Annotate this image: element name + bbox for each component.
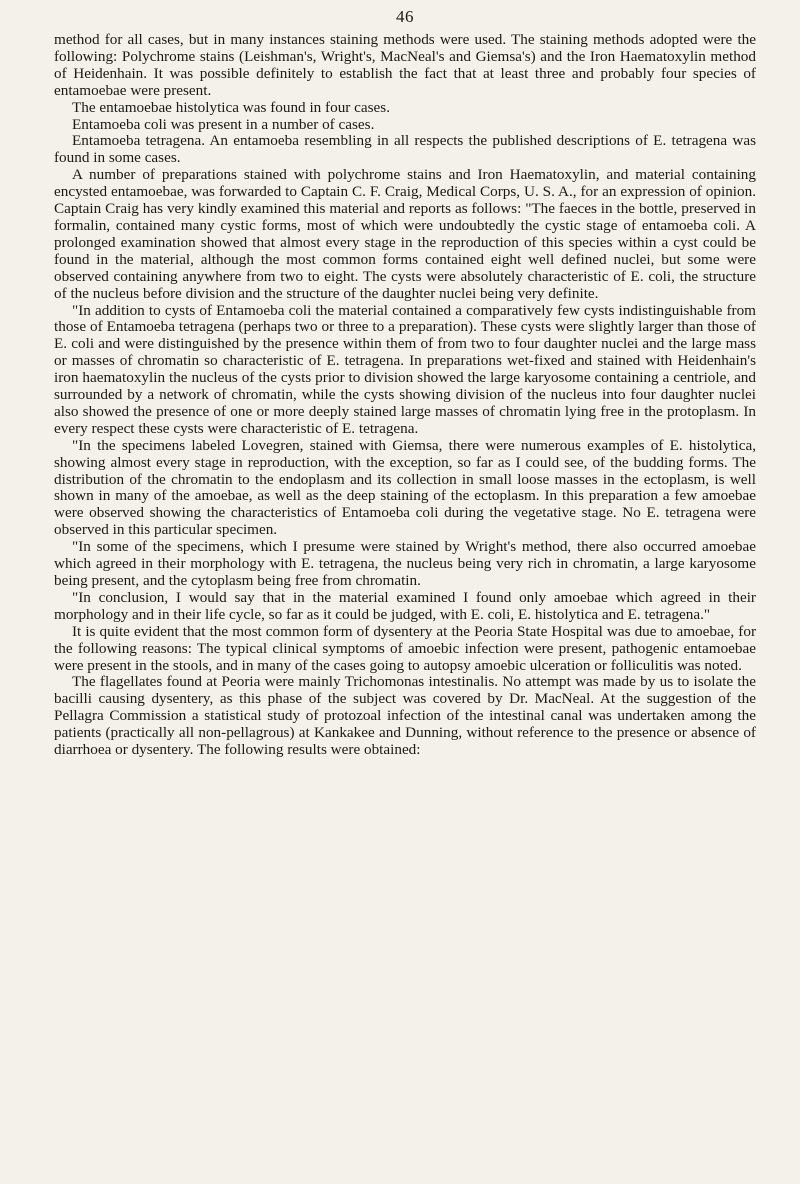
paragraph-flagellates: The flagellates found at Peoria were mainly Trichomonas intestinalis. No attempt was made by us to isolate the bacilli causing dysentery, as this phase of the subject was covered by Dr. MacNeal. At the suggestion of the Pellagra Commission a statistical study of protozoal infection of the intestinal canal was undertaken among the patients (practically all non-pellagrous) at Kankakee and Dunning, without reference to the presence or absence of diarrhoea or dysentery. The following results were obtained: — [54, 673, 756, 759]
paragraph-craig-report: A number of preparations stained with polychrome stains and Iron Haematoxylin, and material containing encysted entamoebae, was forwarded to Captain C. F. Craig, Medical Corps, U. S. A., for an expression of opinion. Captain Craig has very kindly examined this material and reports as follows: "The faeces in the bottle, preserved in formalin, contained many cystic forms, most of which were undoubtedly the cystic stage of entamoeba coli. A prolonged examination showed that almost every stage in the reproduction of this species within a cyst could be found in the material, although the most common forms contained eight well defined nuclei, but some were observed containing anywhere from two to eight. The cysts were absolutely characteristic of E. coli, the structure of the nucleus before division and the structure of the daughter nuclei being very definite. — [54, 166, 756, 302]
paragraph-tetragena: Entamoeba tetragena. An entamoeba resembling in all respects the published descriptions of E. tetragena was found in some cases. — [54, 132, 756, 167]
paragraph-lovegren-specimens: "In the specimens labeled Lovegren, stained with Giemsa, there were numerous examples of E. histolytica, showing almost every stage in reproduction, with the exception, so far as I could see, of the budding forms. The distribution of the chromatin to the endoplasm and its collection in small loose masses in the ectoplasm, is well shown in many of the amoebae, as well as the deep staining of the ectoplasm. In this preparation a few amoebae were observed showing the characteristics of Entamoeba coli during the vegetative stage. No E. tetragena were observed in this particular specimen. — [54, 436, 756, 539]
paragraph-staining-methods: method for all cases, but in many instances staining methods were used. The staining methods adopted were the following: Polychrome stains (Leishman's, Wright's, MacNeal's and Giemsa's) and the Iron Haematoxylin method of Heidenhain. It was possible definitely to establish the fact that at least three and probably four species of entamoebae were present. — [54, 31, 756, 99]
paragraph-peoria-dysentery: It is quite evident that the most common form of dysentery at the Peoria State Hospital was due to amoebae, for the following reasons: The typical clinical symptoms of amoebic infection were present, pathogenic entamoebae were present in the stools, and in many of the cases going to autopsy amoebic ulceration or folliculitis was noted. — [54, 622, 756, 674]
page-number: 46 — [396, 7, 414, 26]
paragraph-histolytica: The entamoebae histolytica was found in four cases. — [72, 98, 390, 116]
paragraph-coli: Entamoeba coli was present in a number of cases. — [72, 115, 375, 133]
paragraph-wright-specimens: "In some of the specimens, which I presume were stained by Wright's method, there also occurred amoebae which agreed in their morphology with E. tetragena, the nucleus being very rich in chromatin, a large karyosome being present, and the cytoplasm being free from chromatin. — [54, 538, 756, 589]
paragraph-conclusion: "In conclusion, I would say that in the material examined I found only amoebae which agreed in their morphology and in their life cycle, so far as it could be judged, with E. coli, E. histolytica and E. tetragena." — [54, 588, 756, 623]
paragraph-cysts-tetragena: "In addition to cysts of Entamoeba coli the material contained a comparatively few cysts indistinguishable from those of Entamoeba tetragena (perhaps two or three to a preparation). These cysts were slightly larger than those of E. coli and were distinguished by the presence within them of from two to four daughter nuclei and the large mass or masses of chromatin so characteristic of E. tetragena. In preparations wet-fixed and stained with Heidenhain's iron haematoxylin the nucleus of the cysts prior to division showed the large karyosome containing a centriole, and surrounded by a network of chromatin, while the cysts showing division of the nucleus into four daughter nuclei also showed the presence of one or more deeply stained large masses of chromatin lying free in the protoplasm. In every respect these cysts were characteristic of E. tetragena. — [54, 301, 756, 437]
